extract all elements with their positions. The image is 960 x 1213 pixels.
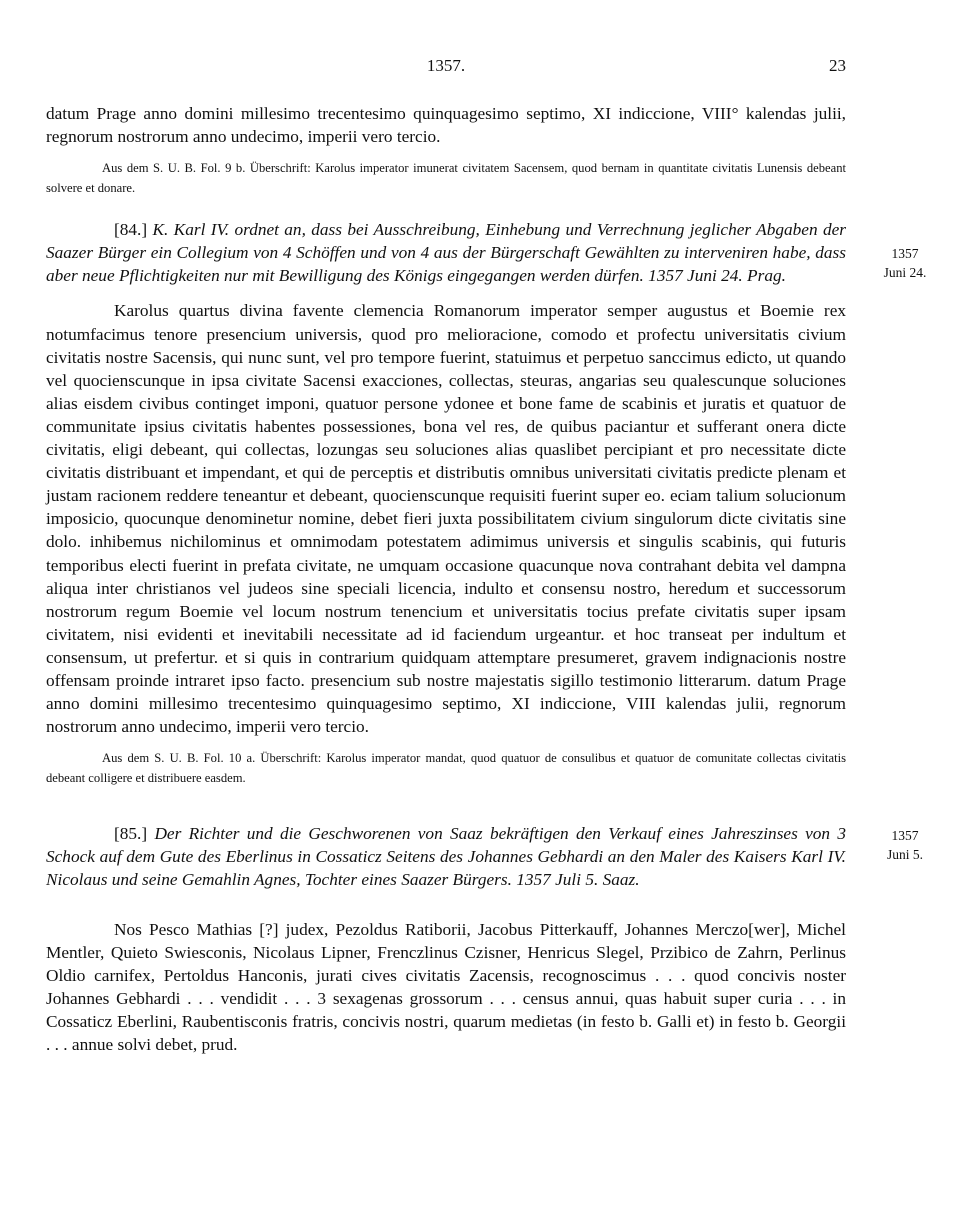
margin-year: 1357 [891,828,919,844]
document-entry-85 [46,822,923,1056]
document-text: Karolus quartus divina favente clemencia Romanorum imperator semper augustus et Boemie rex notumfacimus tenore presencium universis, quod pro melioracione, comodo et profectu universitatis civium civitatis nostre Sacensis, qui nunc sunt, vel pro tempore fuerint, statuimus et perpetuo sanccimus edicto, ut quando vel quocienscunque in ipsa civitate Sacensi exacciones, collectas, steuras, angarias seu qualescunque soluciones alias eisdem civibus continget imponi, quatuor persone ydonee et bone fame de scabinis et juratis et quatuor de communitate ipsius civitatis habentes possessiones, bona vel res, de quibus paciantur et sufferant onera dicte civitatis, eligi debeant, qui collectas, lozungas seu soluciones alias quaslibet percipiant et pro necessitate dicte civitatis distribuant et impendant, et qui de perceptis et distributis omnibus universitati civitatis predicte plenam et justam racionem reddere teneantur et debeant, quocienscunque requisiti fuerint super eo. eciam talium solucionum imposicio, quocunque denominetur nomine, debet fieri juxta possibilitatem civium singulorum dicte civitatis sine dolo. inhibemus nichilominus et omnimodam potestatem adimimus universis et singulis scabinis, qui futuris temporibus electi fuerint in prefata civitate, ne umquam occasione quacunque nova contrahant debita vel dampna aliqua inter christianos vel judeos sine speciali licencia, indulto et consensu nostro, heredum et successorum nostrorum regum Boemie vel locum nostrum tenencium et universitatis tocius prefate civitatis super ipsam civitatem, nisi evidenti et inevitabili necessitate ad id faciendum urgeantur. et hoc transeat per indultum et consensum, ut prefertur. et si quis in contrarium quidquam attemptare presumeret, gravem indignacionis nostre offensam proinde intraret ipso facto. presencium sub nostre majestatis sigillo testimonio litterarum. datum Prage anno domini millesimo trecentesimo quinquagesimo septimo, XI indiccione, VIII kalendas julii, regnorum nostrorum anno undecimo, imperii vero tercio. [46,301,846,737]
page-body [46,102,927,1056]
regest-text: K. Karl IV. ordnet an, dass bei Ausschreibung, Einhebung und Verrechnung jeglicher Abgaben der Saazer Bürger ein Collegium von 4 Schöffen und von 4 aus der Bürgerschaft Gewählten zu interveniren habe, dass aber neue Pflichtigkeiten nur mit Bewilligung des Königs eingegangen werden dürfen. 1357 Juni 24. Prag. [46,220,846,286]
margin-date [860,244,950,282]
regest-heading [46,822,846,891]
regest-text: Der Richter und die Geschworenen von Saaz bekräftigen den Verkauf eines Jahreszinses von 3 Schock auf dem Gute des Eberlinus in Cossaticz Seitens des Johannes Gebhardi an den Maler des Kaisers Karl IV. Nicolaus und seine Gemahlin Agnes, Tochter eines Saazer Bürgers. 1357 Juli 5. Saaz. [46,824,847,890]
previous-document-closing: datum Prage anno domini millesimo trecentesimo quinquagesimo septimo, XI indiccione, VIII° kalendas julii, regnorum nostrorum anno undecimo, imperii vero tercio. [46,104,846,147]
document-number: [84.] [114,220,148,240]
document-text: Nos Pesco Mathias [?] judex, Pezoldus Ratiborii, Jacobus Pitterkauff, Johannes Merczo[wer], Michel Mentler, Quieto Swiesconis, Nicolaus Lipner, Frenczlinus Czisner, Henricus Slegel, Przibico de Zahrn, Perlinus Oldio carnifex, Pertoldus Hanconis, jurati cives civitatis Zacensis, recognoscimus . . . quod concivis noster Johannes Gebhardi . . . vendidit . . . 3 sexagenas grossorum . . . census annui, quas habuit super curia . . . in Cossaticz Eberlini, Raubentisconis fratris, concivis nostri, quarum medietas (in festo b. Galli et) in festo b. Georgii . . . annue solvi debet, prud. [46,919,846,1054]
margin-date [860,826,950,864]
margin-day: Juni 5. [886,847,923,863]
running-head-year: 1357. [426,56,466,75]
page-number: 23 [829,56,846,75]
document-entry-84 [46,218,927,788]
page-header [46,56,846,80]
margin-year: 1357 [891,246,919,262]
margin-day: Juni 24. [883,265,927,281]
source-note: Aus dem S. U. B. Fol. 9 b. Überschrift: Karolus imperator imunerat civitatem Sacensem, quod bernam in quantitate civitatis Lunensis debeant solvere et donare. [46,161,846,196]
source-note: Aus dem S. U. B. Fol. 10 a. Überschrift: Karolus imperator mandat, quod quatuor de consulibus et quatuor de comunitate collectas civitatis debeant colligere et distribuere easdem. [46,751,846,786]
regest-heading [46,218,846,287]
document-number: [85.] [114,824,148,844]
